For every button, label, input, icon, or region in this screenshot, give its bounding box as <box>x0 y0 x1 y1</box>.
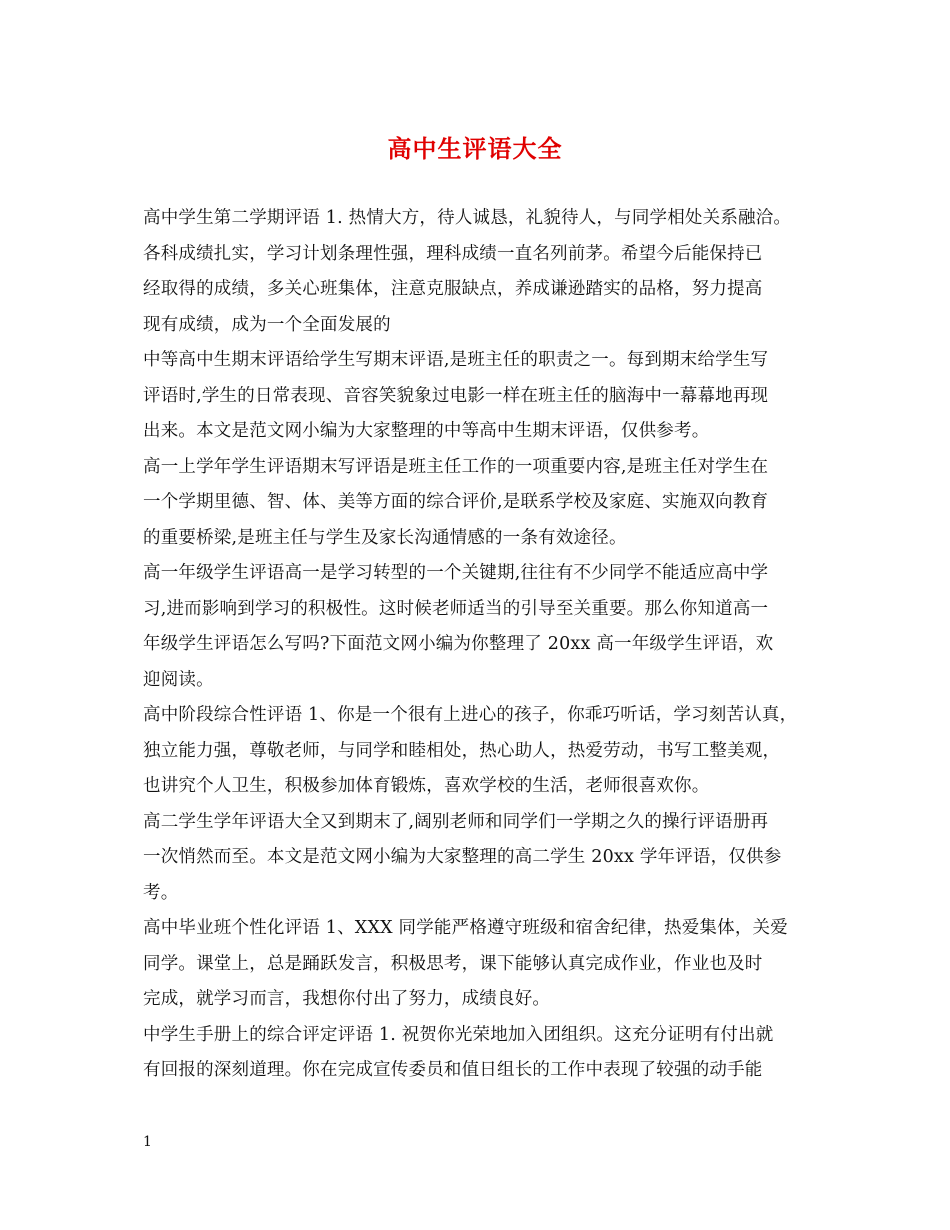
body-line: 经取得的成绩，多关心班集体，注意克服缺点，养成谦逊踏实的品格，努力提高 <box>143 279 763 299</box>
body-line: 各科成绩扎实，学习计划条理性强，理科成绩一直名列前茅。希望今后能保持已 <box>143 243 763 264</box>
body-line: 高一年级学生评语高一是学习转型的一个关键期,往往有不少同学不能适应高中学 <box>143 563 769 583</box>
body-line: 习,进而影响到学习的积极性。这时候老师适当的引导至关重要。那么你知道高一 <box>143 598 769 619</box>
body-line: 的重要桥梁,是班主任与学生及家长沟通情感的一条有效途径。 <box>143 527 627 548</box>
body-line: 年级学生评语怎么写吗?下面范文网小编为你整理了 20xx 高一年级学生评语，欢 <box>143 634 774 654</box>
body-line: 现有成绩，成为一个全面发展的 <box>143 314 391 335</box>
body-line: 考。 <box>143 882 179 903</box>
body-line: 同学。课堂上，总是踊跃发言，积极思考，课下能够认真完成作业，作业也及时 <box>143 953 763 974</box>
document-body <box>143 201 833 1089</box>
body-line: 有回报的深刻道理。你在完成宣传委员和值日组长的工作中表现了较强的动手能 <box>143 1060 763 1080</box>
body-line: 高中阶段综合性评语 1、你是一个很有上进心的孩子，你乖巧听话，学习刻苦认真， <box>143 705 798 725</box>
body-line: 高一上学年学生评语期末写评语是班主任工作的一项重要内容,是班主任对学生在 <box>143 456 769 477</box>
body-line: 高中学生第二学期评语 1. 热情大方，待人诚恳，礼貌待人，与同学相处关系融洽。 <box>143 208 792 228</box>
body-line: 中学生手册上的综合评定评语 1. 祝贺你光荣地加入团组织。这充分证明有付出就 <box>143 1024 774 1045</box>
body-line: 也讲究个人卫生，积极参加体育锻炼，喜欢学校的生活，老师很喜欢你。 <box>143 776 710 796</box>
body-line: 中等高中生期末评语给学生写期末评语,是班主任的职责之一。每到期末给学生写 <box>143 350 769 370</box>
body-line: 一个学期里德、智、体、美等方面的综合评价,是联系学校及家庭、实施双向教育 <box>143 492 769 512</box>
body-line: 一次悄然而至。本文是范文网小编为大家整理的高二学生 20xx 学年评语，仅供参 <box>143 847 782 867</box>
body-line: 完成，就学习而言，我想你付出了努力，成绩良好。 <box>143 989 551 1009</box>
body-line: 评语时,学生的日常表现、音容笑貌象过电影一样在班主任的脑海中一幕幕地再现 <box>143 385 769 406</box>
body-line: 高中毕业班个性化评语 1、XXX 同学能严格遵守班级和宿舍纪律，热爱集体，关爱 <box>143 918 788 938</box>
body-line: 迎阅读。 <box>143 669 214 690</box>
body-line: 高二学生学年评语大全又到期末了,阔别老师和同学们一学期之久的操行评语册再 <box>143 811 769 832</box>
document-title: 高中生评语大全 <box>387 134 563 163</box>
body-line: 出来。本文是范文网小编为大家整理的中等高中生期末评语，仅供参考。 <box>143 421 710 441</box>
body-line: 独立能力强，尊敬老师，与同学和睦相处，热心助人，热爱劳动，书写工整美观， <box>143 740 781 761</box>
page-number: 1 <box>143 1134 152 1150</box>
